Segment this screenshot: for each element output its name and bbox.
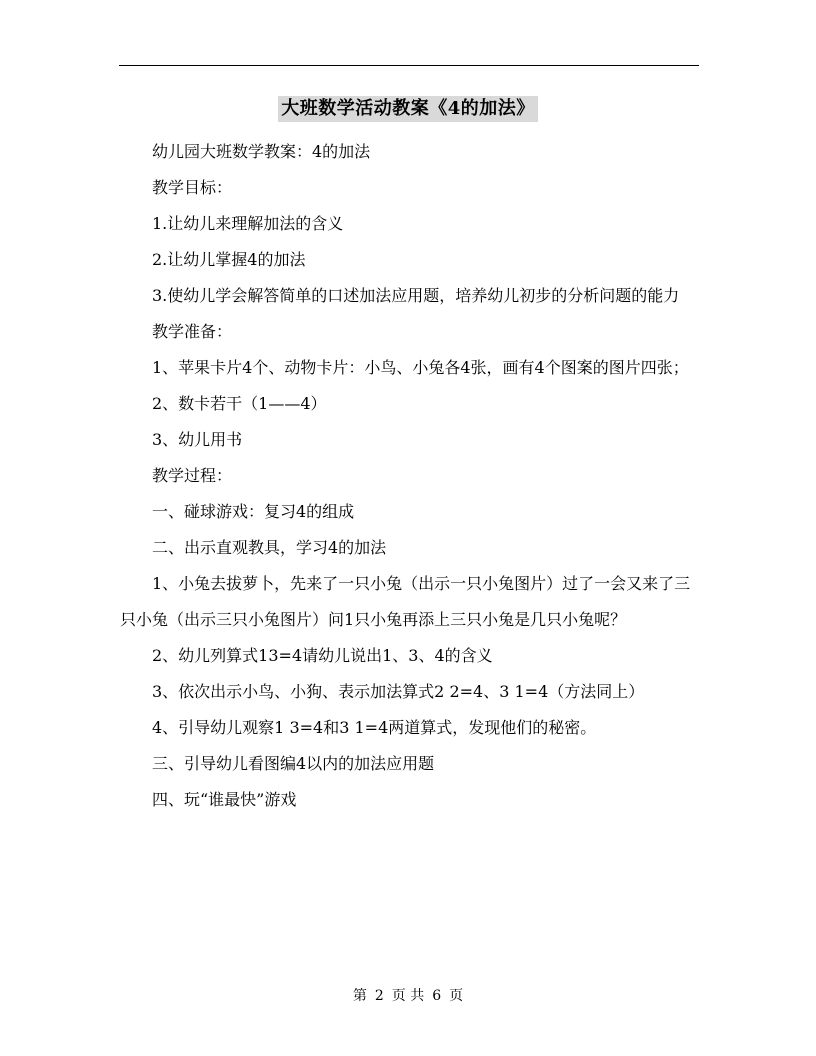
paragraph-step-4: 四、玩“谁最快”游戏 <box>152 790 297 809</box>
paragraph-goal-2: 2.让幼儿掌握4的加法 <box>152 250 306 269</box>
paragraph-goals-heading: 教学目标： <box>152 178 233 197</box>
paragraph-step-2-2: 2、幼儿列算式13=4请幼儿说出1、3、4的含义 <box>152 646 493 665</box>
document-body <box>120 134 700 818</box>
paragraph-step-2-3: 3、依次出示小鸟、小狗、表示加法算式2 2=4、3 1=4（方法同上） <box>152 682 645 701</box>
title-container <box>0 96 816 122</box>
document-title: 大班数学活动教案《4的加法》 <box>278 96 538 122</box>
paragraph-intro: 幼儿园大班数学教案：4的加法 <box>152 142 371 161</box>
footer-total-pages: 6 <box>432 988 442 1004</box>
paragraph-prep-2: 2、数卡若干（1——4） <box>152 394 327 413</box>
paragraph-process-heading: 教学过程： <box>152 466 233 485</box>
footer-mid: 页 共 <box>391 988 425 1004</box>
paragraph-step-2-4: 4、引导幼儿观察1 3=4和3 1=4两道算式，发现他们的秘密。 <box>152 718 597 737</box>
paragraph-goal-1: 1.让幼儿来理解加法的含义 <box>152 214 344 233</box>
footer-current-page: 2 <box>374 988 384 1004</box>
footer-suffix: 页 <box>449 988 464 1004</box>
paragraph-prep-1: 1、苹果卡片4个、动物卡片：小鸟、小兔各4张，画有4个图案的图片四张； <box>152 358 689 377</box>
footer-prefix: 第 <box>352 988 367 1004</box>
paragraph-step-2: 二、出示直观教具，学习4的加法 <box>152 538 387 557</box>
paragraph-step-2-1: 1、小兔去拔萝卜，先来了一只小兔（出示一只小兔图片）过了一会又来了三只小兔（出示三只小兔图片）问1只小兔再添上三只小兔是几只小兔呢？ <box>120 574 691 629</box>
paragraph-goal-3: 3.使幼儿学会解答简单的口述加法应用题，培养幼儿初步的分析问题的能力 <box>152 286 680 305</box>
paragraph-prep-heading: 教学准备： <box>152 322 233 341</box>
header-rule <box>119 65 699 66</box>
page-footer <box>0 986 816 1006</box>
paragraph-step-1: 一、碰球游戏：复习4的组成 <box>152 502 355 521</box>
paragraph-prep-3: 3、幼儿用书 <box>152 430 243 449</box>
paragraph-step-3: 三、引导幼儿看图编4以内的加法应用题 <box>152 754 435 773</box>
